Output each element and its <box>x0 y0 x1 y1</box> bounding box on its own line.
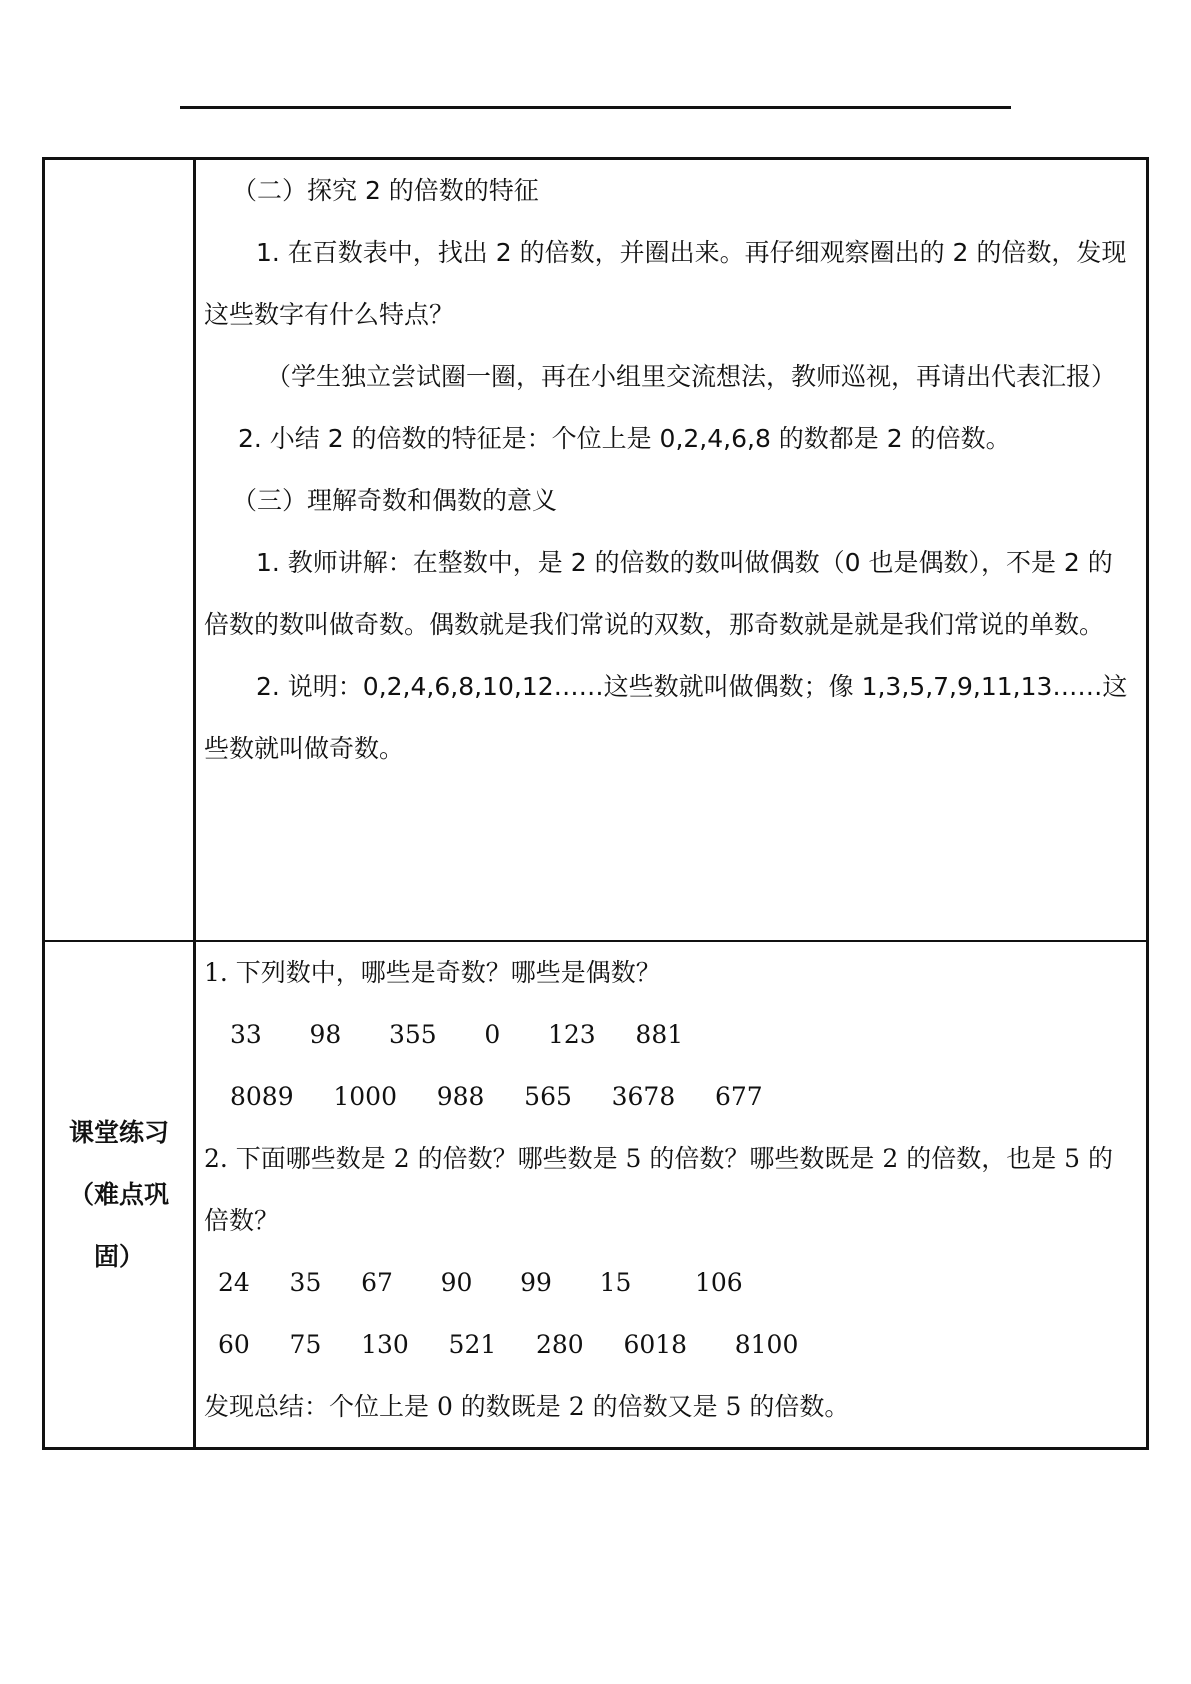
question: 1. 下列数中，哪些是奇数？哪些是偶数？ <box>204 958 661 987</box>
paragraph: 2. 说明：0,2,4,6,8,10,12……这些数就叫做偶数；像 1,3,5,7,9,11,13……这些数就叫做奇数。 <box>204 672 1128 763</box>
section-heading: （三）理解奇数和偶数的意义 <box>232 486 558 515</box>
header-rule <box>180 106 1011 109</box>
number-row: 8089 1000 988 565 3678 677 <box>230 1082 763 1111</box>
lesson-table <box>42 157 1149 1450</box>
content-cell <box>195 159 1148 942</box>
content-cell <box>195 941 1148 1449</box>
number-row: 60 75 130 521 280 6018 8100 <box>218 1330 799 1359</box>
paragraph: 1. 在百数表中，找出 2 的倍数，并圈出来。再仔细观察圈出的 2 的倍数，发现这些数字有什么特点？ <box>204 238 1127 329</box>
row-label: 课堂练习（难点巩固） <box>68 1117 169 1271</box>
paragraph: （学生独立尝试圈一圈，再在小组里交流想法，教师巡视，再请出代表汇报） <box>266 362 1117 391</box>
number-row: 24 35 67 90 99 15 106 <box>218 1268 743 1297</box>
question: 2. 下面哪些数是 2 的倍数？哪些数是 5 的倍数？哪些数既是 2 的倍数，也是 5 的倍数？ <box>204 1144 1113 1235</box>
row-label-cell <box>44 941 195 1449</box>
table-row <box>44 159 1148 942</box>
table-row <box>44 941 1148 1449</box>
row-label-cell <box>44 159 195 942</box>
number-row: 33 98 355 0 123 881 <box>230 1020 684 1049</box>
section-heading: （二）探究 2 的倍数的特征 <box>232 176 539 205</box>
summary: 发现总结：个位上是 0 的数既是 2 的倍数又是 5 的倍数。 <box>204 1392 850 1421</box>
paragraph: 1. 教师讲解：在整数中，是 2 的倍数的数叫做偶数（0 也是偶数），不是 2 的倍数的数叫做奇数。偶数就是我们常说的双数，那奇数就是就是我们常说的单数。 <box>204 548 1113 639</box>
paragraph: 2. 小结 2 的倍数的特征是：个位上是 0,2,4,6,8 的数都是 2 的倍数。 <box>238 424 1011 453</box>
